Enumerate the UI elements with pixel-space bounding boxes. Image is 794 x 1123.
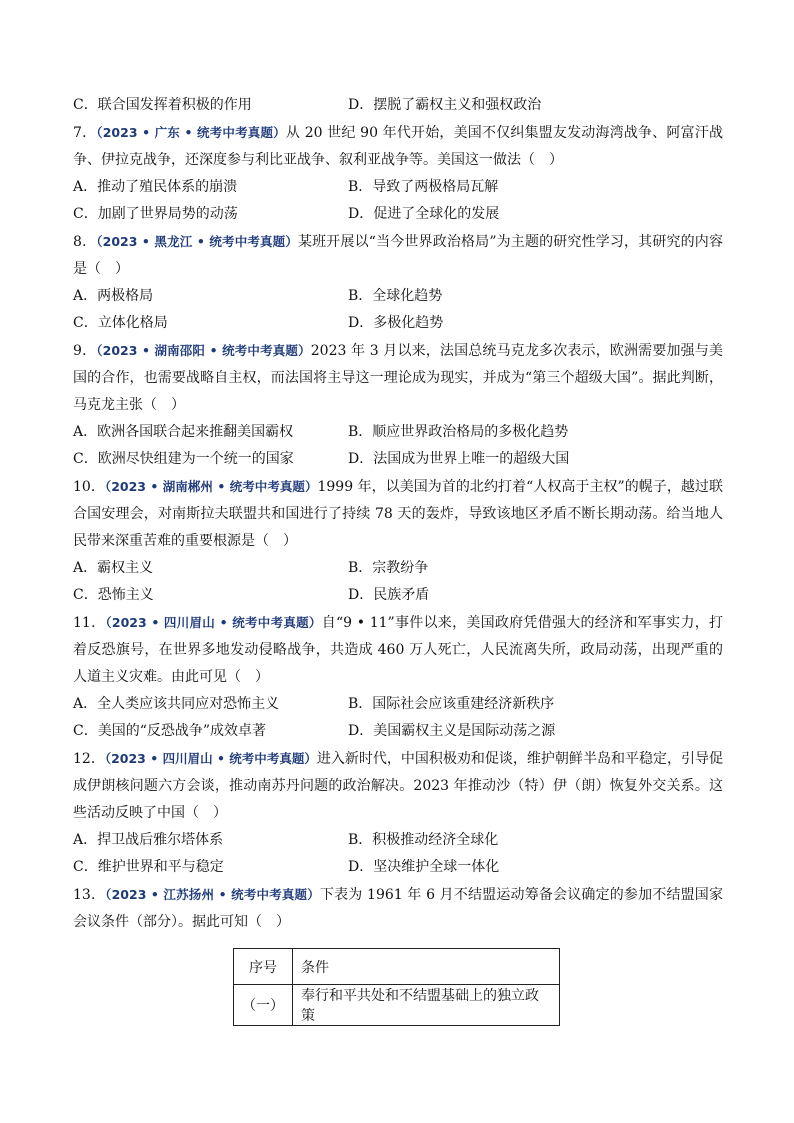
q9-source: （2023 • 湖南邵阳 • 统考中考真题）	[96, 343, 311, 358]
q12-text: 进入新时代，中国积极劝和促谈，维护朝鲜半岛和平稳定，引导促成伊朗核问题六方会谈，推动南苏丹问题的政治解决。2023 年推动沙（特）伊（朗）恢复外交关系。这些活动反映了中国（ ）	[73, 751, 723, 821]
q6-option-c: C．联合国发挥着积极的作用	[73, 97, 252, 113]
q10-source: （2023 • 湖南郴州 • 统考中考真题）	[104, 479, 318, 494]
q7-options-ab	[73, 174, 723, 201]
table-row	[234, 985, 560, 1026]
exam-page	[73, 92, 723, 1026]
q10-options-cd	[73, 582, 723, 609]
q6-options-cd	[73, 92, 723, 119]
q11-option-a: A．全人类应该共同应对恐怖主义	[73, 696, 280, 712]
q7-option-b: B．导致了两极格局瓦解	[348, 179, 499, 195]
q13-source: （2023 • 江苏扬州 • 统考中考真题）	[105, 887, 320, 902]
q13-stem	[73, 881, 723, 936]
q13-conditions-table	[233, 948, 560, 1026]
q7-text: 从 20 世纪 90 年代开始，美国不仅纠集盟友发动海湾战争、阿富汗战争、伊拉克战争，还深度参与利比亚战争、叙利亚战争等。美国这一做法（ ）	[73, 125, 723, 168]
q9-option-a: A．欧洲各国联合起来推翻美国霸权	[73, 424, 294, 440]
q11-option-c: C．美国的“反恐战争”成效卓著	[73, 723, 267, 739]
q7-number: 7．	[73, 125, 97, 141]
table-header-cell: 序号	[234, 949, 293, 985]
table-cell: 奉行和平共处和不结盟基础上的独立政策	[293, 985, 560, 1026]
q7-option-a: A．推动了殖民体系的崩溃	[73, 179, 238, 195]
q9-number: 9．	[73, 343, 97, 359]
q11-stem	[73, 609, 723, 691]
q7-option-c: C．加剧了世界局势的动荡	[73, 206, 238, 222]
q11-options-ab	[73, 691, 723, 718]
table-header-cell: 条件	[293, 949, 560, 985]
q11-option-b: B．国际社会应该重建经济新秩序	[348, 696, 555, 712]
q12-stem	[73, 745, 723, 827]
q12-options-cd	[73, 854, 723, 881]
q10-text: 1999 年，以美国为首的北约打着“人权高于主权”的幌子，越过联合国安理会，对南斯拉夫联盟共和国进行了持续 78 天的轰炸，导致该地区矛盾不断长期动荡。给当地人民带来深重苦难的重要根源是（ ）	[73, 479, 723, 549]
q10-option-c: C．恐怖主义	[73, 587, 154, 603]
q12-number: 12．	[73, 751, 105, 767]
q9-options-cd	[73, 446, 723, 473]
q11-number: 11．	[73, 615, 106, 631]
q10-option-a: A．霸权主义	[73, 560, 154, 576]
q8-text: 某班开展以“当今世界政治格局”为主题的研究性学习，其研究的内容是（ ）	[73, 234, 723, 277]
q7-options-cd	[73, 201, 723, 228]
q7-option-d: D．促进了全球化的发展	[348, 206, 500, 222]
q9-text: 2023 年 3 月以来，法国总统马克龙多次表示，欧洲需要加强与美国的合作，也需要战略自主权，而法国将主导这一理论成为现实，并成为“第三个超级大国”。据此判断，马克龙主张（ ）	[73, 343, 723, 413]
q8-source: （2023 • 黑龙江 • 统考中考真题）	[96, 234, 298, 249]
q12-option-d: D．坚决维护全球一体化	[348, 859, 500, 875]
q11-text: 自“9 • 11”事件以来，美国政府凭借强大的经济和军事实力，打着反恐旗号，在世界多地发动侵略战争，共造成 460 万人死亡，人民流离失所，政局动荡，出现严重的人道主义灾难。由此可见（ ）	[73, 615, 723, 685]
q7-stem	[73, 119, 723, 174]
q12-option-c: C．维护世界和平与稳定	[73, 859, 224, 875]
q10-option-d: D．民族矛盾	[348, 587, 430, 603]
q8-option-c: C．立体化格局	[73, 315, 168, 331]
q8-option-b: B．全球化趋势	[348, 288, 443, 304]
q8-option-a: A．两极格局	[73, 288, 154, 304]
q10-option-b: B．宗教纷争	[348, 560, 429, 576]
q8-option-d: D．多极化趋势	[348, 315, 444, 331]
q12-option-b: B．积极推动经济全球化	[348, 832, 499, 848]
q8-options-ab	[73, 283, 723, 310]
q9-stem	[73, 337, 723, 419]
table-cell: （一）	[234, 985, 293, 1026]
q9-option-d: D．法国成为世界上唯一的超级大国	[348, 451, 570, 467]
q7-source: （2023 • 广东 • 统考中考真题）	[96, 125, 286, 140]
q9-option-b: B．顺应世界政治格局的多极化趋势	[348, 424, 569, 440]
q8-number: 8．	[73, 234, 97, 250]
q10-options-ab	[73, 555, 723, 582]
q9-option-c: C．欧洲尽快组建为一个统一的国家	[73, 451, 294, 467]
q12-options-ab	[73, 827, 723, 854]
q8-options-cd	[73, 310, 723, 337]
q11-source: （2023 • 四川眉山 • 统考中考真题）	[105, 615, 322, 630]
q13-text: 下表为 1961 年 6 月不结盟运动筹备会议确定的参加不结盟国家会议条件（部分）。据此可知（ ）	[73, 887, 723, 930]
q13-number: 13．	[73, 887, 106, 903]
q6-option-d: D．摆脱了霸权主义和强权政治	[348, 97, 542, 113]
q11-option-d: D．美国霸权主义是国际动荡之源	[348, 723, 556, 739]
q8-stem	[73, 228, 723, 283]
q12-source: （2023 • 四川眉山 • 统考中考真题）	[104, 751, 317, 766]
q10-stem	[73, 473, 723, 555]
q11-options-cd	[73, 718, 723, 745]
table-header-row	[234, 949, 560, 985]
q10-number: 10．	[73, 479, 105, 495]
q12-option-a: A．捍卫战后雅尔塔体系	[73, 832, 224, 848]
q9-options-ab	[73, 419, 723, 446]
